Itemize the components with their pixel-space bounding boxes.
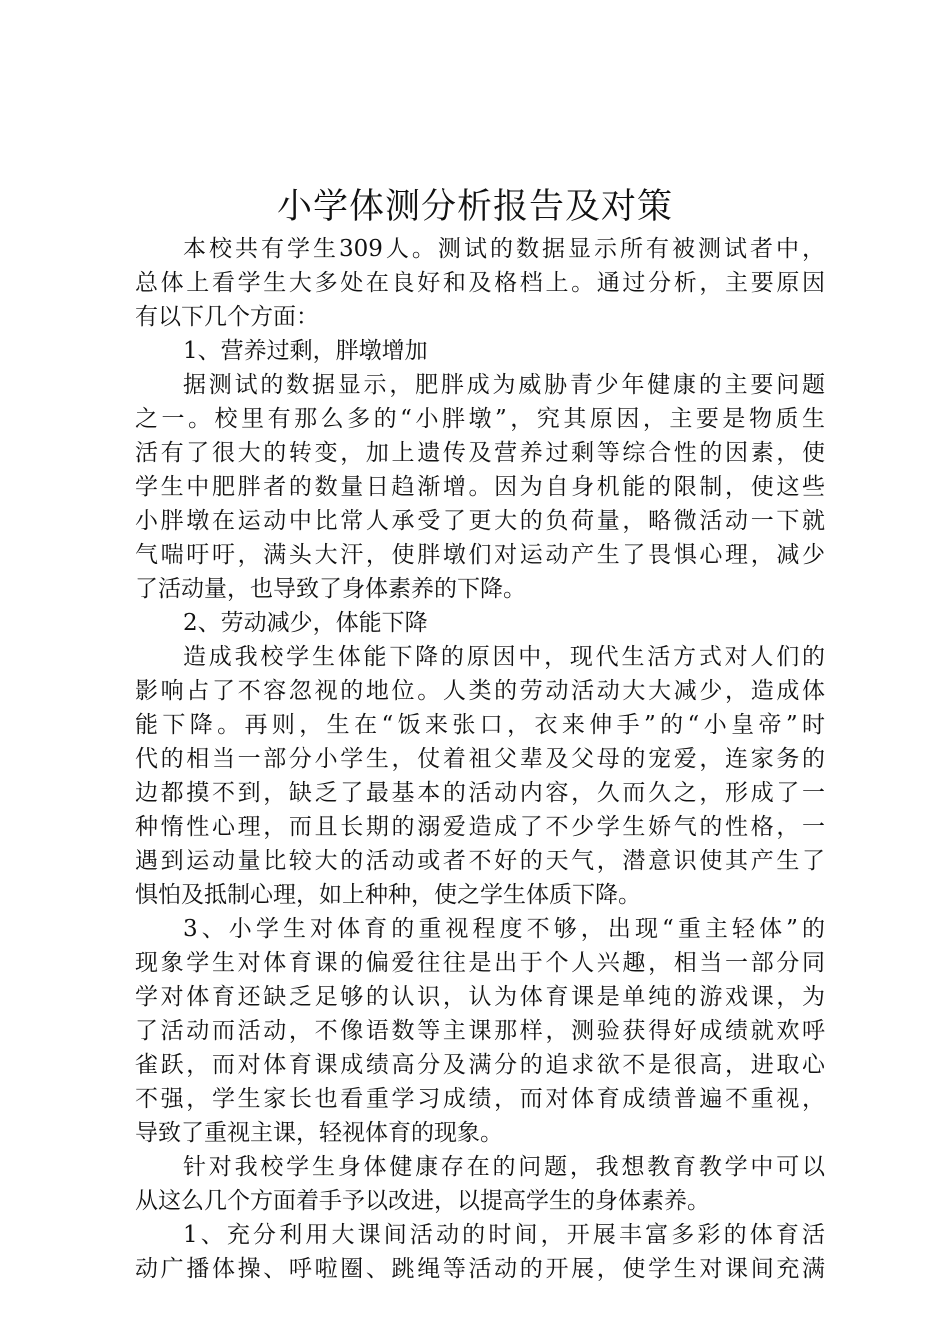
text-line: 现象学生对体育课的偏爱往往是出于个人兴趣，相当一部分同 bbox=[135, 950, 825, 976]
text-line: 造成我校学生体能下降的原因中，现代生活方式对人们的 bbox=[183, 644, 825, 670]
text-line: 1、营养过剩，胖墩增加 bbox=[183, 338, 428, 364]
text-line: 之一。校里有那么多的“小胖墩”，究其原因，主要是物质生 bbox=[135, 406, 825, 432]
text-line: 活有了很大的转变，加上遗传及营养过剩等综合性的因素，使 bbox=[135, 440, 825, 466]
text-line: 3、小学生对体育的重视程度不够，出现“重主轻体”的 bbox=[183, 916, 825, 942]
text-line: 了活动量，也导致了身体素养的下降。 bbox=[135, 576, 526, 602]
text-line: 惧怕及抵制心理，如上种种，使之学生体质下降。 bbox=[135, 882, 641, 908]
text-line: 导致了重视主课，轻视体育的现象。 bbox=[135, 1120, 503, 1146]
text-line: 学对体育还缺乏足够的认识，认为体育课是单纯的游戏课，为 bbox=[135, 984, 825, 1010]
text-line: 影响占了不容忽视的地位。人类的劳动活动大大减少，造成体 bbox=[135, 678, 825, 704]
text-line: 学生中肥胖者的数量日趋渐增。因为自身机能的限制，使这些 bbox=[135, 474, 825, 500]
document-body bbox=[135, 232, 825, 1286]
text-line: 1、充分利用大课间活动的时间，开展丰富多彩的体育活 bbox=[183, 1222, 825, 1248]
text-line: 小胖墩在运动中比常人承受了更大的负荷量，略微活动一下就 bbox=[135, 508, 825, 534]
text-line: 代的相当一部分小学生，仗着祖父辈及父母的宠爱，连家务的 bbox=[135, 746, 825, 772]
text-line: 2、劳动减少，体能下降 bbox=[183, 610, 428, 636]
text-line: 针对我校学生身体健康存在的问题，我想教育教学中可以 bbox=[183, 1154, 825, 1180]
document-title: 小学体测分析报告及对策 bbox=[276, 187, 673, 227]
text-line: 雀跃，而对体育课成绩高分及满分的追求欲不是很高，进取心 bbox=[135, 1052, 825, 1078]
text-line: 种惰性心理，而且长期的溺爱造成了不少学生娇气的性格，一 bbox=[135, 814, 825, 840]
text-line: 从这么几个方面着手予以改进，以提高学生的身体素养。 bbox=[135, 1188, 710, 1214]
text-line: 有以下几个方面： bbox=[135, 304, 319, 330]
text-line: 总体上看学生大多处在良好和及格档上。通过分析，主要原因 bbox=[135, 270, 825, 296]
text-line: 边都摸不到，缺乏了最基本的活动内容，久而久之，形成了一 bbox=[135, 780, 825, 806]
text-line: 本校共有学生309人。测试的数据显示所有被测试者中， bbox=[183, 236, 825, 262]
text-line: 能下降。再则，生在“饭来张口，衣来伸手”的“小皇帝”时 bbox=[135, 712, 825, 738]
text-line: 动广播体操、呼啦圈、跳绳等活动的开展，使学生对课间充满 bbox=[135, 1256, 825, 1282]
text-line: 不强，学生家长也看重学习成绩，而对体育成绩普遍不重视， bbox=[135, 1086, 825, 1112]
text-line: 遇到运动量比较大的活动或者不好的天气，潜意识使其产生了 bbox=[135, 848, 825, 874]
text-line: 据测试的数据显示，肥胖成为威胁青少年健康的主要问题 bbox=[183, 372, 825, 398]
text-line: 了活动而活动，不像语数等主课那样，测验获得好成绩就欢呼 bbox=[135, 1018, 825, 1044]
text-line: 气喘吁吁，满头大汗，使胖墩们对运动产生了畏惧心理，减少 bbox=[135, 542, 825, 568]
